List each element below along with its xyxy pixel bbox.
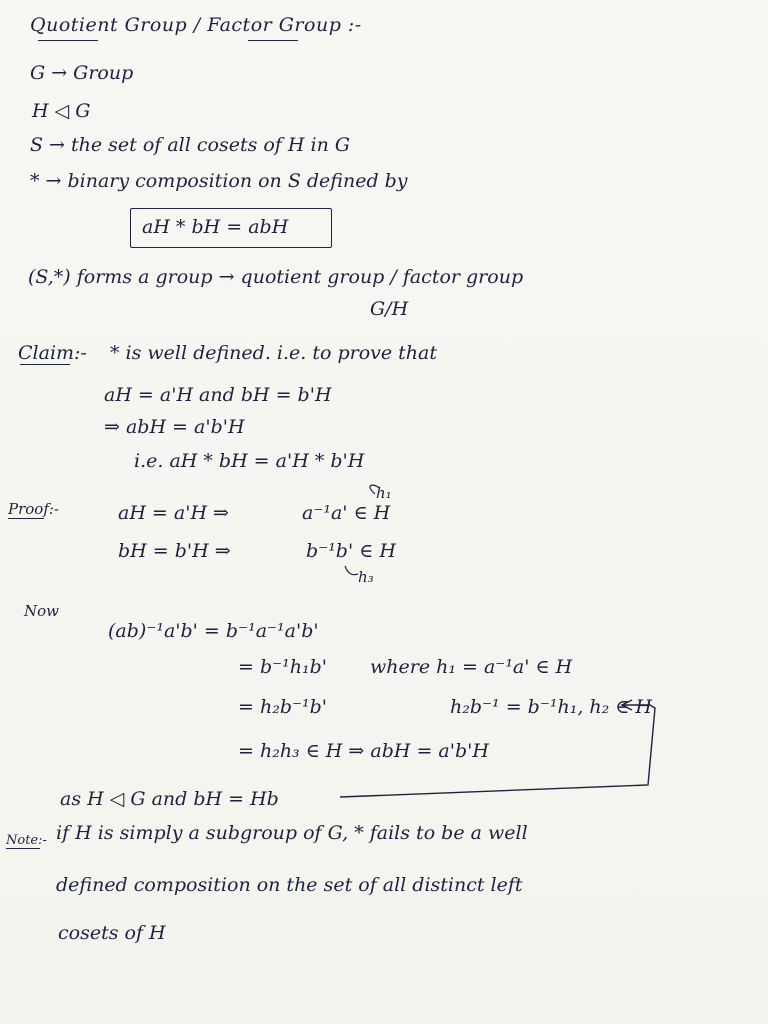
now-label: Now <box>24 602 59 620</box>
note-line-2: defined composition on the set of all distinct left <box>56 874 523 896</box>
proof-tag-h3: h₃ <box>358 568 374 586</box>
proof-tag-h1: h₁ <box>376 484 392 502</box>
quotient-notation: G/H <box>370 298 409 320</box>
proof-step-1-right: a⁻¹a' ∈ H <box>302 502 391 524</box>
proof-step-1-left: aH = a'H ⇒ <box>118 502 229 524</box>
proof-step-2-right: b⁻¹b' ∈ H <box>306 540 396 562</box>
claim-line-3: i.e. aH * bH = a'H * b'H <box>134 450 365 472</box>
note-underline <box>6 848 40 849</box>
note-line-3: cosets of H <box>58 922 166 944</box>
now-line-3-side: h₂b⁻¹ = b⁻¹h₁, h₂ ∈ H <box>450 696 652 718</box>
proof-label: Proof:- <box>8 500 59 518</box>
now-line-4: = h₂h₃ ∈ H ⇒ abH = a'b'H <box>238 740 489 762</box>
claim-line-2: ⇒ abH = a'b'H <box>104 416 245 438</box>
line-group-def: G → Group <box>30 62 134 84</box>
claim-line-1: aH = a'H and bH = b'H <box>104 384 332 406</box>
now-line-2: = b⁻¹h₁b' <box>238 656 328 678</box>
line-normal-subgroup: H ◁ G <box>32 100 91 122</box>
definition-formula: aH * bH = abH <box>142 216 289 238</box>
proof-step-2-left: bH = b'H ⇒ <box>118 540 231 562</box>
now-line-2-where: where h₁ = a⁻¹a' ∈ H <box>370 656 573 678</box>
line-cosets-set: S → the set of all cosets of H in G <box>30 134 351 156</box>
claim-label: Claim:- <box>18 342 87 364</box>
note-line-1: if H is simply a subgroup of G, * fails to be a well <box>56 822 528 844</box>
page-title: Quotient Group / Factor Group :- <box>30 14 362 36</box>
claim-text: * is well defined. i.e. to prove that <box>110 342 437 364</box>
now-line-1: (ab)⁻¹a'b' = b⁻¹a⁻¹a'b' <box>108 620 319 642</box>
note-label: Note:- <box>6 833 47 848</box>
now-line-3: = h₂b⁻¹b' <box>238 696 328 718</box>
as-line: as H ◁ G and bH = Hb <box>60 788 279 810</box>
line-binary-composition: * → binary composition on S defined by <box>30 170 408 192</box>
line-forms-group: (S,*) forms a group → quotient group / factor group <box>28 266 524 288</box>
